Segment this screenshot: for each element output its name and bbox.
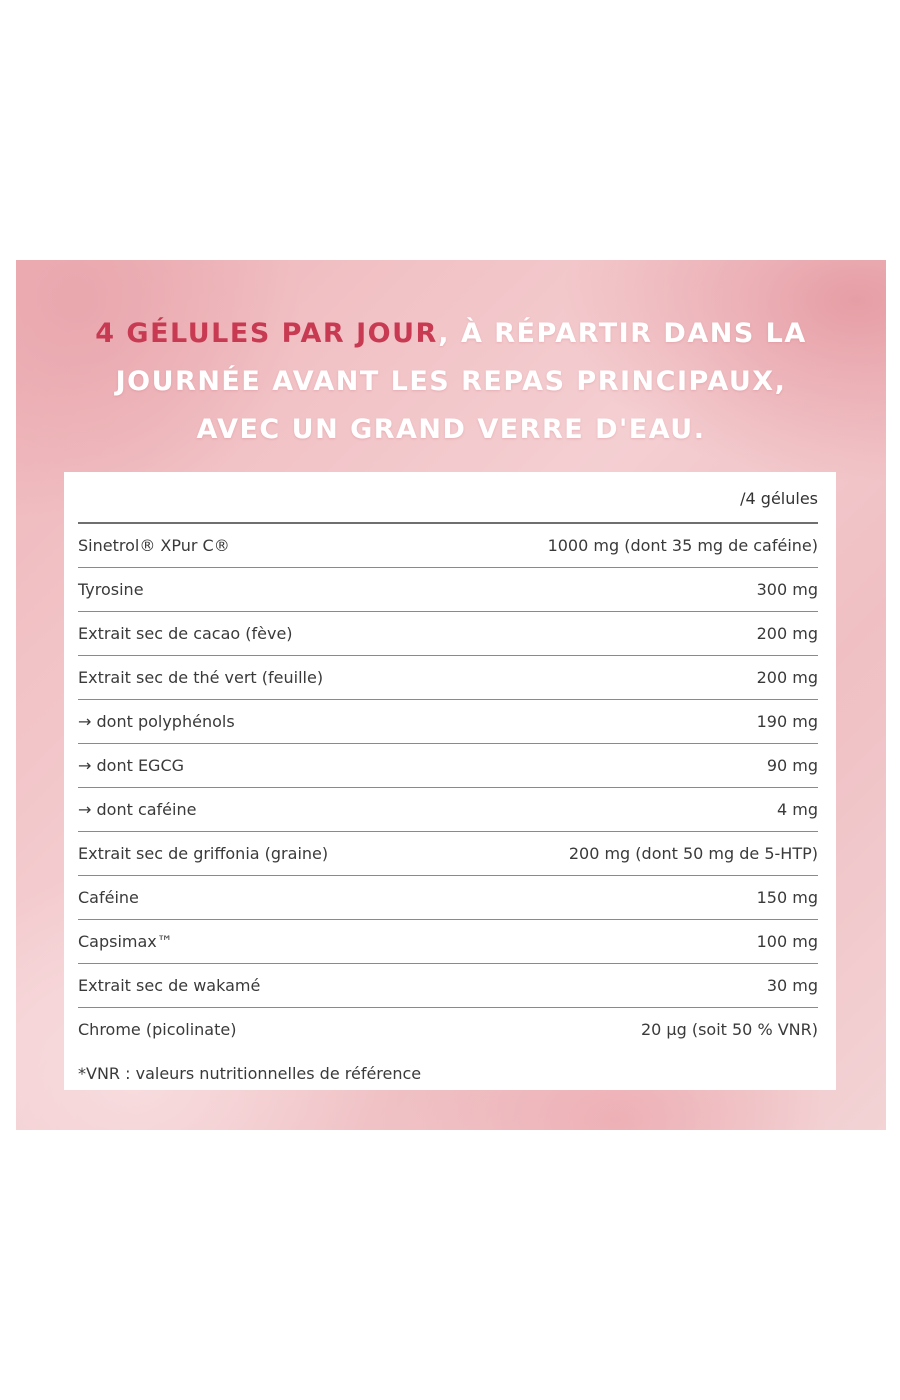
composition-table-card [64, 472, 836, 1090]
ingredient-name: Extrait sec de griffonia (graine) [78, 844, 329, 863]
dosage-highlight: 4 GÉLULES PAR JOUR [95, 318, 439, 349]
ingredient-name: → dont caféine [78, 800, 197, 819]
footnote: *VNR : valeurs nutritionnelles de référence [78, 1064, 422, 1083]
ingredient-amount: 100 mg [756, 932, 818, 951]
dosage-line-3: AVEC UN GRAND VERRE D'EAU. [196, 414, 706, 445]
ingredient-name: Caféine [78, 888, 139, 907]
table-unit-header: /4 gélules [78, 472, 818, 524]
ingredient-amount: 300 mg [756, 580, 818, 599]
ingredient-name: Sinetrol® XPur C® [78, 536, 230, 555]
ingredient-amount: 1000 mg (dont 35 mg de caféine) [547, 536, 818, 555]
ingredient-name: → dont polyphénols [78, 712, 235, 731]
ingredient-amount: 20 µg (soit 50 % VNR) [640, 1020, 818, 1039]
table-row [78, 744, 818, 788]
table-row [78, 656, 818, 700]
ingredient-name: Extrait sec de cacao (fève) [78, 624, 293, 643]
ingredient-name: Chrome (picolinate) [78, 1020, 237, 1039]
ingredient-name: Extrait sec de thé vert (feuille) [78, 668, 324, 687]
table-row [78, 788, 818, 832]
table-row [78, 524, 818, 568]
ingredient-amount: 150 mg [756, 888, 818, 907]
table-row [78, 568, 818, 612]
dosage-panel [16, 260, 886, 1130]
table-row [78, 876, 818, 920]
dosage-line-2: JOURNÉE AVANT LES REPAS PRINCIPAUX, [115, 366, 787, 397]
table-row [78, 1008, 818, 1051]
ingredient-name: Extrait sec de wakamé [78, 976, 261, 995]
ingredient-name: → dont EGCG [78, 756, 185, 775]
table-row [78, 920, 818, 964]
ingredient-amount: 200 mg [756, 668, 818, 687]
ingredient-amount: 90 mg [766, 756, 818, 775]
ingredient-amount: 4 mg [776, 800, 818, 819]
table-row [78, 832, 818, 876]
ingredient-amount: 200 mg (dont 50 mg de 5-HTP) [568, 844, 818, 863]
ingredient-name: Capsimax™ [78, 932, 173, 951]
ingredient-amount: 200 mg [756, 624, 818, 643]
ingredient-amount: 190 mg [756, 712, 818, 731]
dosage-instructions [16, 310, 886, 454]
table-row [78, 700, 818, 744]
table-row [78, 964, 818, 1008]
table-row [78, 612, 818, 656]
dosage-line-1-rest: , À RÉPARTIR DANS LA [438, 318, 807, 349]
ingredient-amount: 30 mg [766, 976, 818, 995]
ingredient-name: Tyrosine [78, 580, 144, 599]
composition-table-rows [78, 524, 818, 1051]
